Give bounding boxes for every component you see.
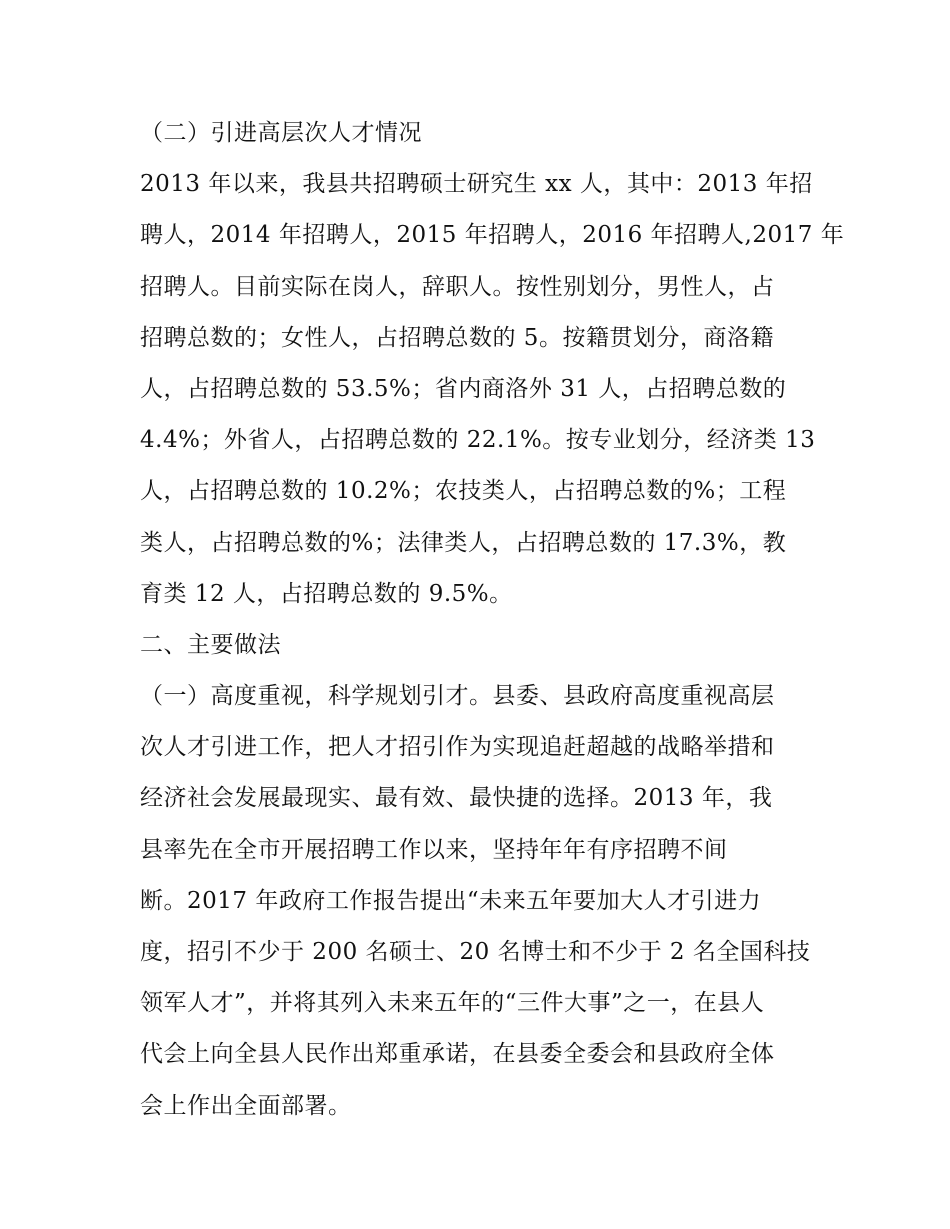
paragraph-line: 断。2017 年政府工作报告提出“未来五年要加大人才引进力 [140,887,762,914]
paragraph-line: 会上作出全面部署。 [140,1092,352,1119]
paragraph-line: 次人才引进工作，把人才招引作为实现追赶超越的战略举措和 [140,734,775,761]
paragraph-line: 人，占招聘总数的 53.5%；省内商洛外 31 人，占招聘总数的 [140,375,787,402]
paragraph-line: 度，招引不少于 200 名硕士、20 名博士和不少于 2 名全国科技 [140,939,811,965]
paragraph-line: 2013 年以来，我县共招聘硕士研究生 xx 人，其中：2013 年招 [140,171,813,198]
paragraph-line: 招聘人。目前实际在岗人，辞职人。按性别划分，男性人，占 [140,273,775,300]
paragraph-line: 招聘总数的；女性人，占招聘总数的 5。按籍贯划分，商洛籍 [140,324,774,351]
paragraph-line: 县率先在全市开展招聘工作以来，坚持年年有序招聘不间 [140,836,728,863]
paragraph-line: 4.4%；外省人，占招聘总数的 22.1%。按专业划分，经济类 13 [140,427,816,454]
paragraph-line: （一）高度重视，科学规划引才。县委、县政府高度重视高层 [140,683,775,710]
paragraph-line: 聘人，2014 年招聘人，2015 年招聘人，2016 年招聘人,2017 年 [140,222,845,249]
paragraph-line: 经济社会发展最现实、最有效、最快捷的选择。2013 年，我 [140,785,773,812]
paragraph-line: 代会上向全县人民作出郑重承诺，在县委全委会和县政府全体 [140,1041,775,1068]
section-heading: 二、主要做法 [140,631,281,658]
paragraph-line: 类人，占招聘总数的%；法律类人，占招聘总数的 17.3%，教 [140,529,787,556]
paragraph-line: 人，占招聘总数的 10.2%；农技类人，占招聘总数的%；工程 [140,478,787,505]
paragraph-line: 领军人才”，并将其列入未来五年的“三件大事”之一，在县人 [140,990,765,1017]
document-body [140,108,845,1132]
paragraph-line: 育类 12 人，占招聘总数的 9.5%。 [140,580,513,607]
section-heading: （二）引进高层次人才情况 [140,120,422,146]
